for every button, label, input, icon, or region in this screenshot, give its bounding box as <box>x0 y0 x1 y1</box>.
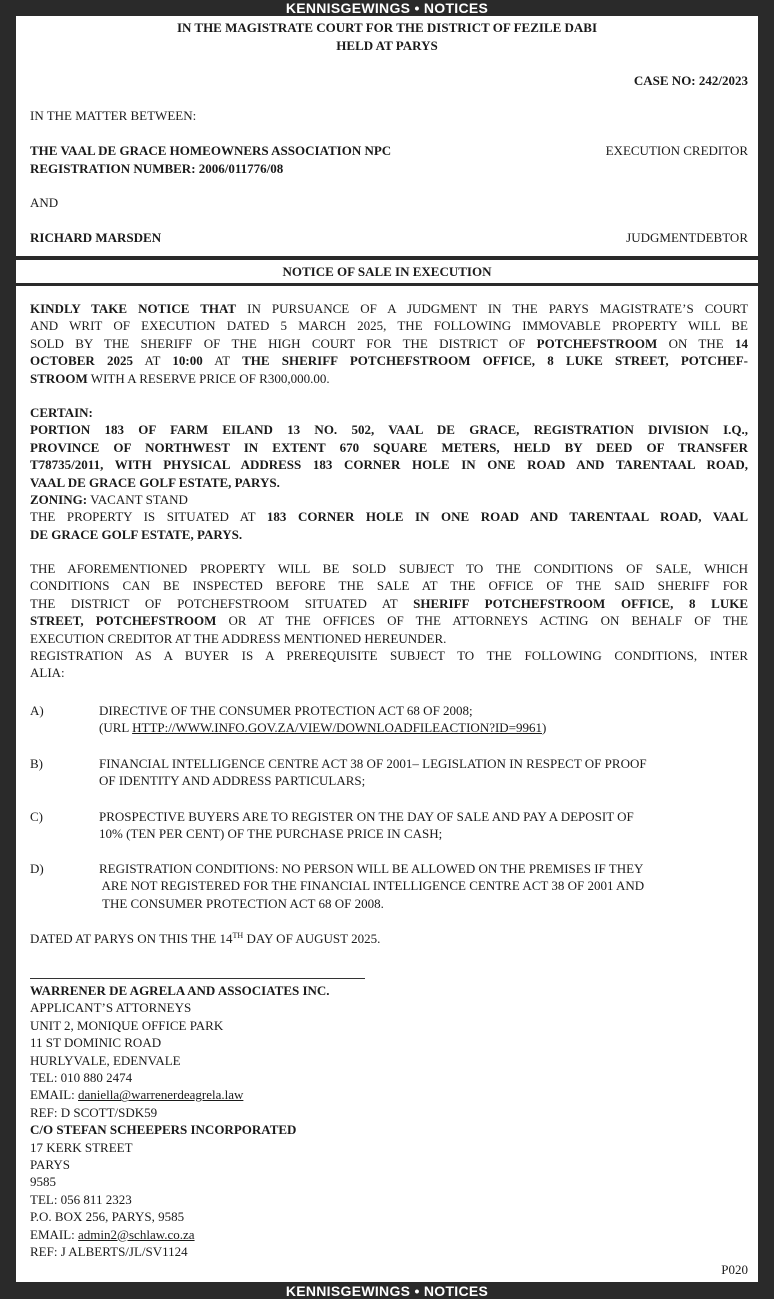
notice-paragraph-line: OCTOBER 2025 AT 10:00 AT THE SHERIFF POTCHEFSTROOM OFFICE, 8 LUKE STREET, POTCHEF- <box>30 353 749 369</box>
court-location: HELD AT PARYS <box>336 38 438 53</box>
condition-text: THE CONSUMER PROTECTION ACT 68 OF 2008. <box>99 895 384 911</box>
situated-line: DE GRACE GOLF ESTATE, PARYS. <box>30 526 243 542</box>
bottom-banner: KENNISGEWINGS • NOTICES <box>0 1283 774 1299</box>
correspondent-ref: REF: J ALBERTS/JL/SV1124 <box>30 1244 188 1259</box>
court-header-panel <box>16 16 758 256</box>
property-description-line: PORTION 183 OF FARM EILAND 13 NO. 502, VAAL DE GRACE, REGISTRATION DIVISION I.Q., <box>30 422 748 438</box>
notice-paragraph-line: AND WRIT OF EXECUTION DATED 5 MARCH 2025, THE FOLLOWING IMMOVABLE PROPERTY WILL BE <box>30 318 748 334</box>
creditor-role: EXECUTION CREDITOR <box>605 143 748 158</box>
attorney-address: UNIT 2, MONIQUE OFFICE PARK <box>30 1017 224 1033</box>
notice-body-panel <box>16 286 758 1282</box>
attorney-tel: TEL: 010 880 2474 <box>30 1070 133 1085</box>
dated-line: DATED AT PARYS ON THIS THE 14TH DAY OF AUGUST 2025. <box>30 931 381 946</box>
conditions-paragraph-line: REGISTRATION AS A BUYER IS A PREREQUISITE SUBJECT TO THE FOLLOWING CONDITIONS, INTER <box>30 648 748 663</box>
property-description-line: T78735/2011, WITH PHYSICAL ADDRESS 183 CORNER HOLE IN ONE ROAD AND TARENTAAL ROAD, <box>30 457 748 473</box>
top-banner: KENNISGEWINGS • NOTICES <box>0 0 774 16</box>
notice-title-panel <box>16 260 758 283</box>
notice-paragraph-line: KINDLY TAKE NOTICE THAT IN PURSUANCE OF A JUDGMENT IN THE PARYS MAGISTRATE’S COURT <box>30 301 749 316</box>
condition-label: B) <box>30 756 43 771</box>
condition-label: A) <box>30 703 44 718</box>
zoning-line: ZONING: VACANT STAND <box>30 492 188 507</box>
consumer-protection-link[interactable]: HTTP://WWW.INFO.GOV.ZA/VIEW/DOWNLOADFILEACTION?ID=9961 <box>132 720 543 736</box>
conditions-paragraph-line: STREET, POTCHEFSTROOM OR AT THE OFFICES OF THE ATTORNEYS ACTING ON BEHALF OF THE <box>30 613 748 629</box>
notice-title: NOTICE OF SALE IN EXECUTION <box>282 264 492 279</box>
debtor-name: RICHARD MARSDEN <box>30 230 162 245</box>
correspondent-address: 9585 <box>30 1174 56 1190</box>
condition-text: ARE NOT REGISTERED FOR THE FINANCIAL INTELLIGENCE CENTRE ACT 38 OF 2001 AND <box>99 878 645 894</box>
attorney-email-link[interactable]: daniella@warrenerdeagrela.law <box>78 1087 244 1103</box>
page-code: P020 <box>721 1262 748 1277</box>
matter-heading: IN THE MATTER BETWEEN: <box>30 108 197 123</box>
attorney-firm: WARRENER DE AGRELA AND ASSOCIATES INC. <box>30 983 330 998</box>
and-separator: AND <box>30 195 59 210</box>
conditions-paragraph-line: EXECUTION CREDITOR AT THE ADDRESS MENTIONED HEREUNDER. <box>30 630 447 646</box>
condition-text: 10% (TEN PER CENT) OF THE PURCHASE PRICE IN CASH; <box>99 826 443 842</box>
notice-paragraph-line: STROOM WITH A RESERVE PRICE OF R300,000.00. <box>30 370 330 386</box>
condition-text: OF IDENTITY AND ADDRESS PARTICULARS; <box>99 773 366 789</box>
property-description-line: PROVINCE OF NORTHWEST IN EXTENT 670 SQUARE METERS, HELD BY DEED OF TRANSFER <box>30 439 748 455</box>
creditor-name: THE VAAL DE GRACE HOMEOWNERS ASSOCIATION NPC <box>30 143 392 158</box>
condition-text: PROSPECTIVE BUYERS ARE TO REGISTER ON THE DAY OF SALE AND PAY A DEPOSIT OF <box>99 809 634 824</box>
condition-label: D) <box>30 861 44 876</box>
condition-url-line: (URL HTTP://WWW.INFO.GOV.ZA/VIEW/DOWNLOADFILEACTION?ID=9961) <box>99 720 547 736</box>
conditions-paragraph-line: CONDITIONS CAN BE INSPECTED BEFORE THE SALE AT THE OFFICE OF THE SAID SHERIFF FOR <box>30 578 748 594</box>
creditor-registration: REGISTRATION NUMBER: 2006/011776/08 <box>30 161 284 176</box>
attorney-email-line: EMAIL: daniella@warrenerdeagrela.law <box>30 1087 244 1103</box>
case-number: CASE NO: 242/2023 <box>633 73 748 88</box>
property-description-line: VAAL DE GRACE GOLF ESTATE, PARYS. <box>30 474 280 490</box>
correspondent-email-link[interactable]: admin2@schlaw.co.za <box>78 1226 195 1242</box>
certain-heading: CERTAIN: <box>30 405 93 420</box>
signature-line <box>30 978 365 979</box>
correspondent-email-line: EMAIL: admin2@schlaw.co.za <box>30 1226 195 1242</box>
correspondent-tel: TEL: 056 811 2323 <box>30 1191 132 1207</box>
condition-text: REGISTRATION CONDITIONS: NO PERSON WILL BE ALLOWED ON THE PREMISES IF THEY <box>99 861 644 876</box>
condition-text: FINANCIAL INTELLIGENCE CENTRE ACT 38 OF 2001– LEGISLATION IN RESPECT OF PROOF <box>99 756 647 771</box>
conditions-paragraph-line: THE DISTRICT OF POTCHEFSTROOM SITUATED AT SHERIFF POTCHEFSTROOM OFFICE, 8 LUKE <box>30 595 748 611</box>
correspondent-address: 17 KERK STREET <box>30 1139 133 1155</box>
correspondent-firm: C/O STEFAN SCHEEPERS INCORPORATED <box>30 1122 297 1138</box>
condition-text: DIRECTIVE OF THE CONSUMER PROTECTION ACT 68 OF 2008; <box>99 703 473 718</box>
condition-label: C) <box>30 809 43 824</box>
debtor-role: JUDGMENTDEBTOR <box>626 230 748 245</box>
correspondent-address: PARYS <box>30 1157 70 1172</box>
attorney-role: APPLICANT’S ATTORNEYS <box>30 1000 192 1016</box>
attorney-address: HURLYVALE, EDENVALE <box>30 1052 181 1068</box>
notice-paragraph-line: SOLD BY THE SHERIFF OF THE HIGH COURT FOR THE DISTRICT OF POTCHEFSTROOM ON THE 14 <box>30 335 748 351</box>
attorney-address: 11 ST DOMINIC ROAD <box>30 1035 162 1051</box>
conditions-paragraph-line: THE AFOREMENTIONED PROPERTY WILL BE SOLD SUBJECT TO THE CONDITIONS OF SALE, WHICH <box>30 561 748 576</box>
correspondent-pobox: P.O. BOX 256, PARYS, 9585 <box>30 1209 185 1225</box>
attorney-ref: REF: D SCOTT/SDK59 <box>30 1104 158 1120</box>
court-name: IN THE MAGISTRATE COURT FOR THE DISTRICT OF FEZILE DABI <box>176 20 598 35</box>
conditions-paragraph-line: ALIA: <box>30 665 65 681</box>
situated-line: THE PROPERTY IS SITUATED AT 183 CORNER HOLE IN ONE ROAD AND TARENTAAL ROAD, VAAL <box>30 509 748 525</box>
